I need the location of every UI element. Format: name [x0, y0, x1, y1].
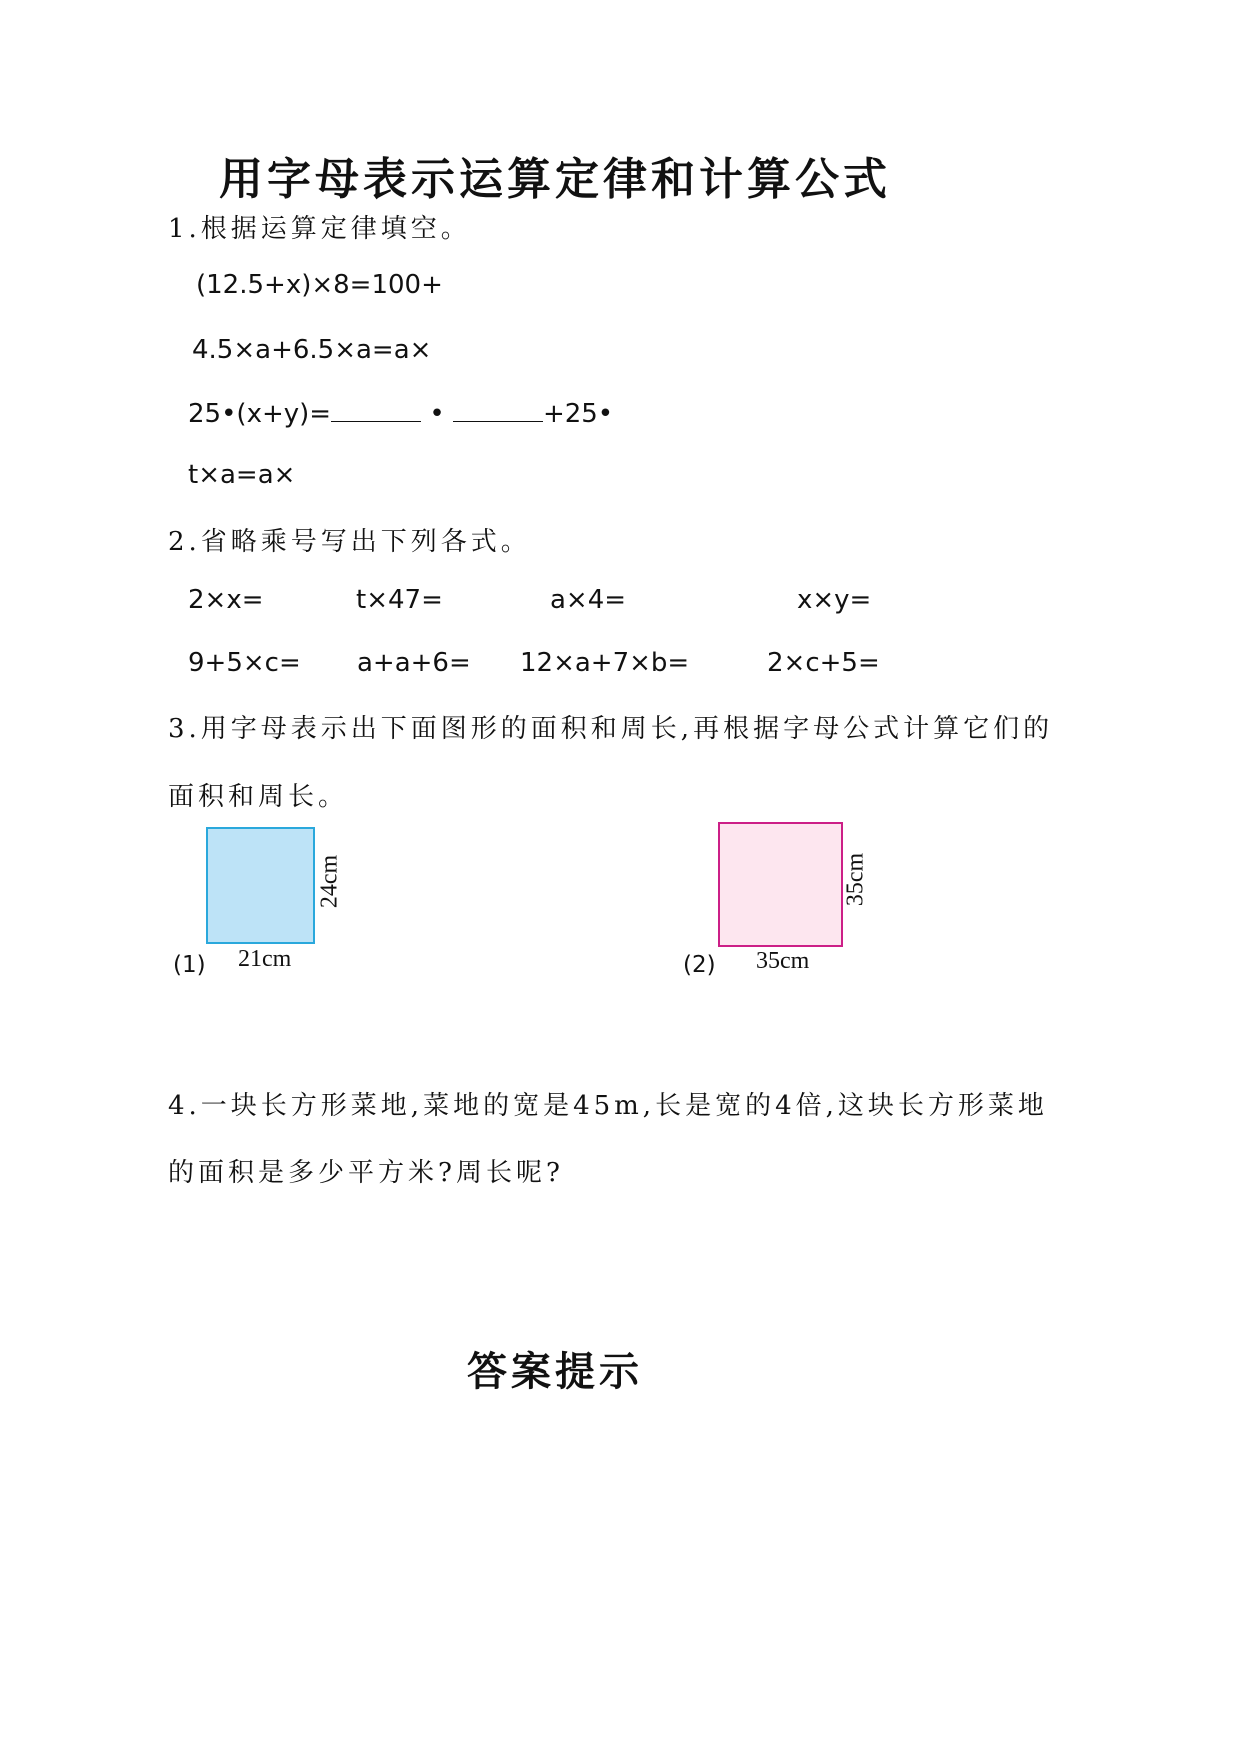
q2-item: 12×a+7×b= — [520, 648, 690, 678]
figure-1-height-label: 24cm — [316, 854, 343, 909]
answer-blank-2[interactable] — [453, 397, 543, 422]
q2-item: a×4= — [550, 585, 627, 615]
q2-item: a+a+6= — [357, 648, 471, 678]
q1-line-1: (12.5+x)×8=100+ — [196, 270, 443, 300]
q1-line-3 — [188, 397, 613, 429]
q2-item: 9+5×c= — [188, 648, 301, 678]
q2-item: t×47= — [356, 585, 443, 615]
figure-2-height-label: 35cm — [842, 852, 869, 907]
question-3-heading-cont: 面积和周长。 — [168, 782, 349, 812]
answer-section-title: 答案提示 — [467, 1348, 643, 1395]
figure-2-width-label: 35cm — [756, 948, 810, 974]
figure-1-width-label: 21cm — [238, 946, 292, 972]
figure-2-label: (2) — [683, 952, 716, 978]
q2-item: x×y= — [797, 585, 872, 615]
rectangle-figure-1 — [206, 827, 315, 944]
figure-1-label: (1) — [173, 952, 206, 978]
answer-blank-1[interactable] — [331, 397, 421, 422]
q1-line-4: t×a=a× — [188, 460, 296, 490]
q2-item: 2×c+5= — [767, 648, 880, 678]
question-4-heading-cont: 的面积是多少平方米?周长呢? — [168, 1158, 564, 1188]
q1-line-3-dot: • — [429, 399, 445, 429]
q1-line-3-end: +25• — [542, 399, 614, 429]
question-4-heading: 4.一块长方形菜地,菜地的宽是45m,长是宽的4倍,这块长方形菜地 — [168, 1091, 1048, 1121]
page-title: 用字母表示运算定律和计算公式 — [219, 154, 891, 205]
q2-item: 2×x= — [188, 585, 264, 615]
question-1-heading: 1.根据运算定律填空。 — [168, 214, 471, 244]
q1-line-3-start: 25•(x+y)= — [188, 399, 332, 429]
question-3-heading: 3.用字母表示出下面图形的面积和周长,再根据字母公式计算它们的 — [168, 714, 1054, 744]
q1-line-2: 4.5×a+6.5×a=a× — [192, 335, 432, 365]
question-2-heading: 2.省略乘号写出下列各式。 — [168, 527, 531, 557]
square-figure-2 — [718, 822, 843, 947]
